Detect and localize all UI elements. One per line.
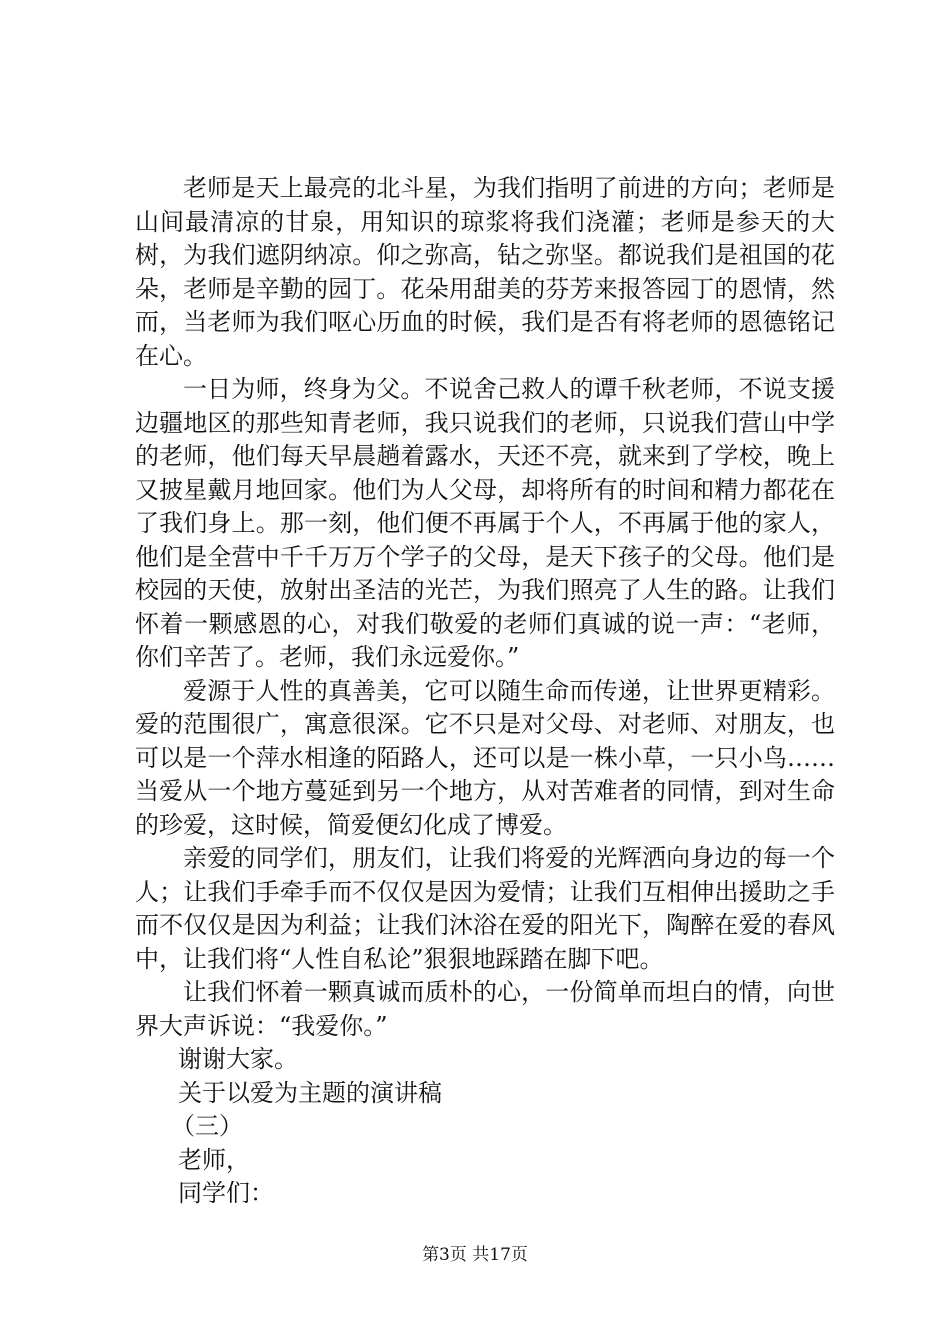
closing-thanks: 谢谢大家。 xyxy=(178,1045,298,1073)
speech-body xyxy=(135,172,835,1211)
paragraph-nature-of-love: 爱源于人性的真善美，它可以随生命而传递，让世界更精彩。爱的范围很广，寓意很深。它不只是对父母、对老师、对朋友，也可以是一个萍水相逢的陌路人，还可以是一株小草，一只小鸟……当爱从一个地方蔓延到另一个地方，从对苦难者的同情，到对生命的珍爱，这时候，简爱便幻化成了博爱。 xyxy=(135,676,835,839)
paragraph-teachers-metaphor: 老师是天上最亮的北斗星，为我们指明了前进的方向；老师是山间最清凉的甘泉，用知识的琼浆将我们浇灌；老师是参天的大树，为我们遮阴纳凉。仰之弥高，钻之弥坚。都说我们是祖国的花朵，老师是辛勤的园丁。花朵用甜美的芬芳来报答园丁的恩情，然而，当老师为我们呕心历血的时候，我们是否有将老师的恩德铭记在心。 xyxy=(135,174,835,370)
next-speech-title: 关于以爱为主题的演讲稿 xyxy=(178,1078,442,1107)
page-number-footer: 第3页 共17页 xyxy=(422,1245,528,1265)
greeting-teachers: 老师， xyxy=(178,1145,250,1174)
paragraph-say-i-love-you: 让我们怀着一颗真诚而质朴的心，一份简单而坦白的情，向世界大声诉说：“我爱你。” xyxy=(135,978,835,1040)
paragraph-call-to-action: 亲爱的同学们，朋友们，让我们将爱的光辉洒向身边的每一个人；让我们手牵手而不仅仅是因为爱情；让我们互相伸出援助之手而不仅仅是因为利益；让我们沐浴在爱的阳光下，陶醉在爱的春风中，让我们将“人性自私论”狠狠地踩踏在脚下吧。 xyxy=(135,844,835,973)
next-speech-number: （三） xyxy=(171,1112,243,1140)
greeting-students: 同学们： xyxy=(178,1179,274,1207)
paragraph-teachers-dedication: 一日为师，终身为父。不说舍己救人的谭千秋老师，不说支援边疆地区的那些知青老师，我只说我们的老师，只说我们营山中学的老师，他们每天早晨趟着露水，天还不亮，就来到了学校，晚上又披星戴月地回家。他们为人父母，却将所有的时间和精力都花在了我们身上。那一刻，他们便不再属于个人，不再属于他的家人，他们是全营中千千万万个学子的父母，是天下孩子的父母。他们是校园的天使，放射出圣洁的光芒，为我们照亮了人生的路。让我们怀着一颗感恩的心，对我们敬爱的老师们真诚的说一声：“老师，你们辛苦了。老师，我们永远爱你。” xyxy=(135,375,835,671)
